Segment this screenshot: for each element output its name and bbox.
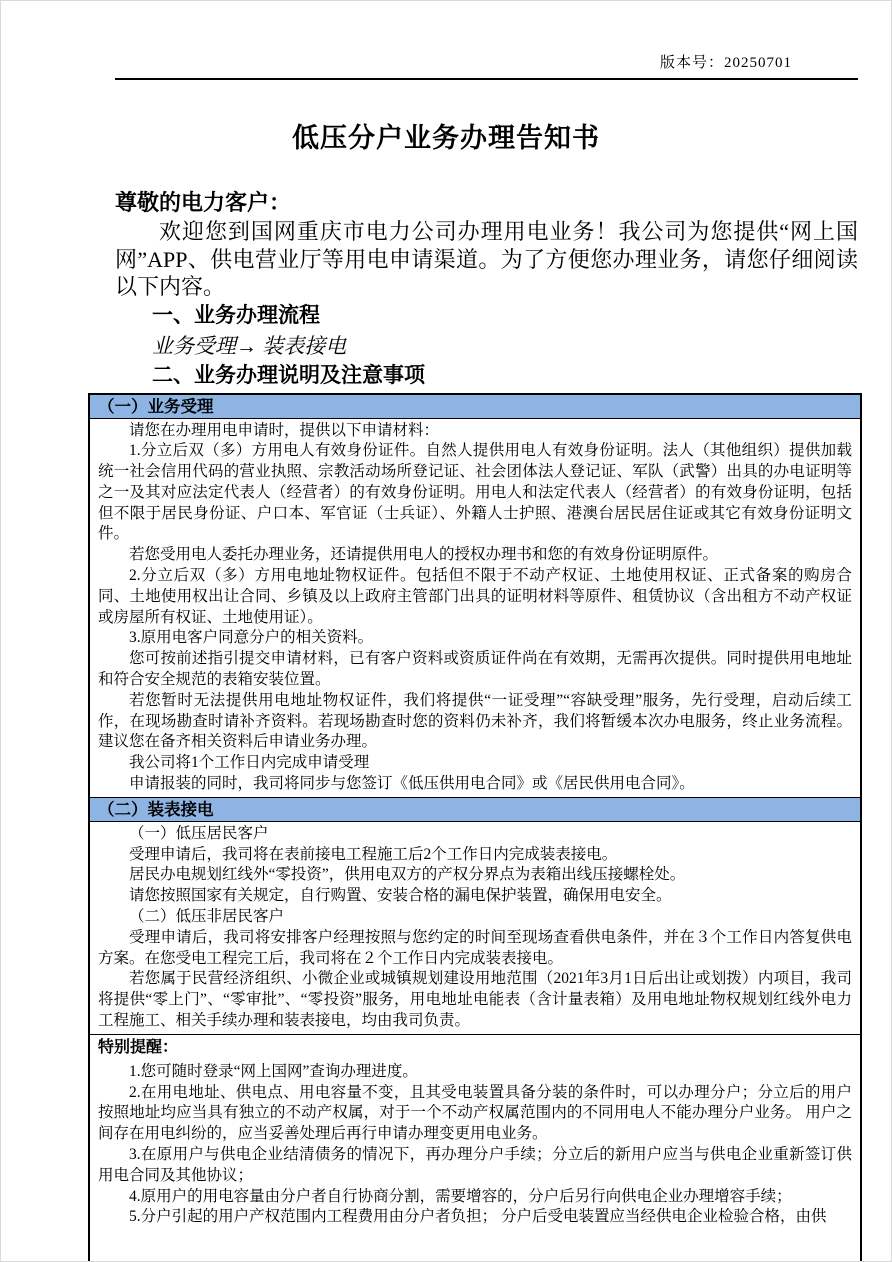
paragraph: 请您按照国家有关规定，自行购置、安装合格的漏电保护装置，确保用电安全。 [129,887,672,905]
paragraph: 2.分立后双（多）方用电地址物权证件。包括但不限于不动产权证、土地使用权证、正式备案的购房合同、土地使用权出让合同、乡镇及以上政府主管部门出具的证明材料等原件、租赁协议（含出租方不动产权证或房屋所有权证、土地使用证）。 [98,567,852,626]
salutation: 尊敬的电力客户： [115,190,292,215]
section-header-acceptance: （一）业务受理 [90,395,860,419]
paragraph: 请您在办理用电申请时，提供以下申请材料： [129,421,440,439]
paragraph: 居民办电规划红线外“零投资”，供用电双方的产权分界点为表箱出线压接螺栓处。 [129,866,686,884]
paragraph: 4.原用户的用电容量由分户者自行协商分割，需要增容的，分户后另行向供电企业办理增容手续； [129,1187,792,1205]
paragraph: 我公司将1个工作日内完成申请受理 [129,754,370,772]
section-body-acceptance [90,419,860,797]
section-header-metering: （二）装表接电 [90,797,860,822]
document-header [115,54,858,80]
paragraph: 1.您可随时登录“网上国网”查询办理进度。 [129,1062,418,1080]
paragraph: 3.原用电客户同意分户的相关资料。 [129,629,374,647]
flow-text: 业务受理→ 装表接电 [152,333,347,358]
paragraph: 受理申请后，我司将安排客户经理按照与您约定的时间至现场查看供电条件，并在３个工作日内答复供电方案。在您受电工程完工后，我司将在２个工作日内完成装表接电。 [98,928,852,967]
special-reminder-header: 特别提醒： [90,1034,860,1060]
paragraph: 若您暂时无法提供用电地址物权证件，我们将提供“一证受理”“容缺受理”服务，先行受理，启动后续工作，在现场勘查时请补齐资料。若现场勘查时您的资料仍未补齐，我们将暂缓本次办电服务，终止业务流程。建议您在备齐相关资料后申请业务办理。 [98,691,852,751]
intro-paragraph: 欢迎您到国网重庆市电力公司办理用电业务！我公司为您提供“网上国网”APP、供电营业厅等用电申请渠道。为了方便您办理业务，请您仔细阅读以下内容。 [115,219,858,299]
header-rule [115,78,858,80]
page-title: 低压分户业务办理告知书 [292,123,600,153]
paragraph: 5.分户引起的用户产权范围内工程费用由分户者负担； 分户后受电装置应当经供电企业检验合格，由供 [129,1208,827,1226]
paragraph: 申请报装的同时，我司将同步与您签订《低压供用电合同》或《居民供用电合同》。 [129,775,695,793]
notice-table [88,393,862,1261]
section-body-special [90,1060,860,1230]
paragraph: （一）低压居民客户 [129,824,269,842]
paragraph: 您可按前述指引提交申请材料，已有客户资料或资质证件尚在有效期，无需再次提供。同时提供用电地址和符合安全规范的表箱安装位置。 [98,650,852,689]
paragraph: 2.在用电地址、供电点、用电容量不变，且其受电装置具备分装的条件时，可以办理分户；分立后的用户按照地址均应当具有独立的不动产权属，对于一个不动产权属范围内的不同用电人不能办理分户业务。 用户之间存在用电纠纷的，应当妥善处理后再行申请办理变更用电业务。 [98,1083,852,1143]
paragraph: 若您受用电人委托办理业务，还请提供用电人的授权办理书和您的有效身份证明原件。 [129,546,719,564]
paragraph: 若您属于民营经济组织、小微企业或城镇规划建设用地范围（2021年3月1日后出让或划拨）内项目，我司将提供“零上门”、“零审批”、“零投资”服务，用电地址电能表（含计量表箱）及用电地址物权规划红线外电力工程施工、相关手续办理和装表接电，均由我司负责。 [98,970,852,1030]
paragraph: （二）低压非居民客户 [129,908,285,926]
paragraph: 受理申请后，我司将在表前接电工程施工后2个工作日内完成装表接电。 [129,845,618,863]
notes-heading: 二、业务办理说明及注意事项 [152,363,425,387]
version-number: 版本号：20250701 [659,55,792,71]
section-body-metering [90,822,860,1034]
paragraph: 3.在原用户与供电企业结清债务的情况下，再办理分户手续；分立后的新用户应当与供电企业重新签订供用电合同及其他协议； [98,1146,852,1184]
paragraph: 1.分立后双（多）方用电人有效身份证件。自然人提供用电人有效身份证明。法人（其他组织）提供加载统一社会信用代码的营业执照、宗教活动场所登记证、社会团体法人登记证、军队（武警）出具的办电证明等之一及其对应法定代表人（经营者）的有效身份证明。用电人和法定代表人（经营者）的有效身份证明，包括但不限于居民身份证、户口本、军官证（士兵证）、外籍人士护照、港澳台居民居住证或其它有效身份证明文件。 [98,442,852,543]
flow-heading: 一、业务办理流程 [152,303,320,327]
